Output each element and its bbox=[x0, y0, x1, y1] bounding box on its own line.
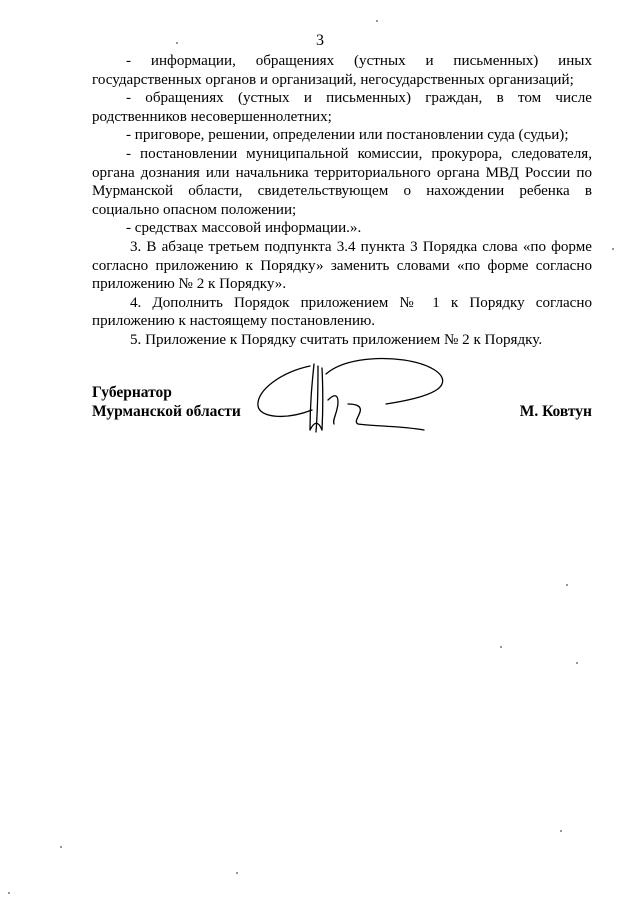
scan-speck bbox=[8, 892, 10, 894]
paragraph-dash-1: - информации, обращениях (устных и письменных) иных государственных органов и организаций, негосударственных организаций; bbox=[92, 53, 592, 88]
paragraph-dash-3: - приговоре, решении, определении или постановлении суда (судьи); bbox=[126, 127, 569, 144]
scan-speck bbox=[500, 646, 502, 648]
scan-speck bbox=[566, 584, 568, 586]
paragraph-dash-4: - постановлении муниципальной комиссии, прокурора, следователя, органа дознания или начальника территориального органа МВД России по Мурманской области, свидетельствующем о нахождении ребенка в социально опасном положении; bbox=[92, 145, 592, 218]
signatory-title-line-1: Губернатор bbox=[92, 384, 172, 401]
paragraph-item-4: 4. Дополнить Порядок приложением № 1 к Порядку согласно приложению к настоящему постановлению. bbox=[92, 294, 592, 330]
paragraph-dash-5: - средствах массовой информации.». bbox=[126, 220, 362, 237]
scan-speck bbox=[560, 830, 562, 832]
paragraph-item-3: 3. В абзаце третьем подпункта 3.4 пункта 3 Порядка слова «по форме согласно приложению к Порядку» заменить словами «по форме согласно приложению № 2 к Порядку». bbox=[92, 238, 592, 293]
scan-speck bbox=[60, 846, 62, 848]
scan-speck bbox=[236, 872, 238, 874]
page-number: 3 bbox=[316, 32, 324, 49]
document-body bbox=[92, 52, 592, 350]
scan-speck bbox=[612, 248, 614, 250]
paragraph-item-5: 5. Приложение к Порядку считать приложением № 2 к Порядку. bbox=[130, 331, 543, 348]
paragraph-dash-2: - обращениях (устных и письменных) граждан, в том числе родственников несовершеннолетних; bbox=[92, 90, 592, 125]
signatory-title-line-2: Мурманской области bbox=[92, 403, 241, 420]
signatory-title bbox=[92, 383, 241, 421]
scan-speck bbox=[576, 662, 578, 664]
scan-speck bbox=[376, 20, 378, 22]
signatory-name: М. Ковтун bbox=[519, 403, 592, 420]
scan-speck bbox=[176, 42, 178, 44]
handwritten-signature bbox=[252, 354, 452, 440]
